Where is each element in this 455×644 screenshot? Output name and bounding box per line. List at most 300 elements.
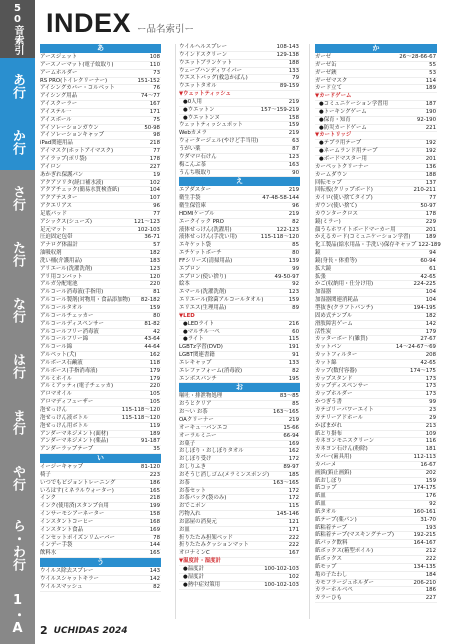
entry-page: 42-65 — [420, 273, 436, 280]
entry-page: 168 — [149, 518, 160, 525]
entry-name: ウェットティッシュポット — [179, 122, 243, 129]
entry-name: アイロン — [40, 163, 62, 170]
index-entry — [179, 566, 300, 574]
entry-page: 199 — [149, 503, 160, 510]
entry-name: インスタント食品 — [40, 526, 83, 533]
entry-page: 221 — [425, 124, 436, 131]
index-entry — [40, 321, 161, 329]
index-entry — [315, 485, 437, 493]
tab-2[interactable]: か行 — [0, 114, 35, 170]
index-entry — [40, 527, 161, 535]
index-entry — [40, 542, 161, 550]
entry-page: 133 — [288, 67, 299, 74]
index-entry — [315, 258, 437, 266]
index-entry — [179, 146, 300, 154]
index-entry — [40, 464, 161, 472]
entry-name: 紙粘着テープ — [315, 524, 348, 531]
entry-page: 81 — [153, 289, 160, 296]
entry-name: お部屋の消臭元 — [179, 518, 217, 525]
column-divider — [309, 44, 310, 619]
index-entry — [179, 376, 300, 384]
entry-page: 129-138 — [276, 51, 299, 58]
entry-page: 186 — [425, 587, 436, 594]
tab-7[interactable]: ま行 — [10, 409, 25, 435]
entry-page: 57 — [153, 242, 160, 249]
entry-page: 194-195 — [413, 305, 436, 311]
index-entry — [179, 527, 300, 535]
entry-page: 81-82 — [144, 320, 160, 327]
entry-name: エマール(洗濯洗剤) — [179, 289, 227, 296]
entry-name: かつぎう書 — [315, 399, 342, 406]
entry-page: 83〜85 — [279, 393, 299, 400]
index-entry — [40, 446, 161, 454]
entry-name: 紙ボックス(箱型ポイル) — [315, 548, 374, 555]
index-entry — [315, 140, 437, 148]
entry-page: 115-118〜120 — [260, 234, 299, 241]
entry-page: 201 — [425, 155, 436, 162]
entry-name: 泡せっけん液ボトル — [40, 414, 89, 421]
index-entry — [40, 519, 161, 527]
entry-name: ガーゼマスク — [315, 77, 348, 84]
entry-name: ウォータージェル(やけど手当用) — [179, 138, 259, 145]
entry-page: 167 — [288, 550, 299, 557]
index-entry — [179, 250, 300, 258]
entry-name: LGBTz学習(DVD) — [179, 344, 223, 351]
entry-page: 66-94 — [283, 432, 299, 439]
entry-name: 紙皿 — [315, 501, 326, 508]
entry-page: 179 — [149, 375, 160, 382]
entry-name: 回転モップ — [315, 179, 342, 186]
entry-page: 122-123 — [276, 226, 299, 233]
index-entry — [40, 488, 161, 496]
entry-name: アロマオイル — [40, 391, 73, 398]
entry-name: インデー手袋 — [40, 542, 73, 549]
entry-page: 82 — [292, 367, 299, 374]
entry-page: 29 — [429, 414, 436, 421]
entry-page: 104 — [425, 289, 436, 296]
index-entry — [315, 556, 437, 564]
index-entry — [179, 401, 300, 409]
entry-page: 173 — [425, 375, 436, 382]
entry-page: 104 — [149, 187, 160, 194]
index-entry — [179, 480, 300, 488]
entry-page: 160-161 — [413, 508, 436, 515]
entry-name: 活性炭 — [315, 328, 332, 335]
tab-6[interactable]: は行 — [10, 353, 25, 379]
entry-name: 鏡(ミラー) — [315, 218, 341, 225]
entry-page: 31-70 — [420, 516, 436, 523]
entry-name: ウエストバッグ(救急かばん) — [179, 75, 248, 82]
index-entry — [179, 195, 300, 203]
entry-page: 171 — [288, 526, 299, 533]
tab-5[interactable]: な行 — [10, 297, 25, 323]
entry-page: 229 — [425, 218, 436, 225]
entry-name: おそうじ消しゴム(メラミンスポンジ) — [179, 471, 270, 478]
entry-name: 滑肢障害ゲーム — [315, 320, 353, 327]
entry-page: 159 — [288, 297, 299, 304]
index-entry — [179, 258, 300, 266]
index-entry — [40, 250, 161, 258]
entry-page: 220 — [149, 281, 160, 288]
index-entry — [179, 274, 300, 282]
entry-name: おうとクリア — [179, 401, 212, 408]
index-entry — [40, 172, 161, 180]
entry-page: 159 — [149, 305, 160, 311]
entry-page: 104 — [425, 297, 436, 304]
index-entry — [40, 423, 161, 431]
entry-page: 158 — [288, 114, 299, 121]
entry-page: 85 — [292, 242, 299, 249]
entry-page: 99 — [429, 399, 436, 406]
entry-name: カーペットクリーナー — [315, 163, 369, 170]
entry-page: 100-102-103 — [264, 581, 299, 588]
index-entry — [40, 472, 161, 480]
entry-page: 134-135 — [413, 563, 436, 570]
entry-name: アルコールタオル — [40, 305, 83, 311]
entry-name: エリエス(生理用品) — [179, 305, 227, 311]
category-row — [179, 558, 300, 566]
entry-page: 219 — [288, 416, 299, 423]
entry-page: 50-97 — [420, 203, 436, 210]
index-entry — [40, 368, 161, 376]
entry-name: お〜い お茶 — [179, 409, 208, 416]
entry-name: アナログ体温計 — [40, 242, 78, 249]
entry-page: 35 — [153, 446, 160, 453]
section-header: あ — [40, 44, 161, 53]
index-entry — [40, 313, 161, 321]
entry-page: 63 — [292, 138, 299, 145]
index-entry — [40, 360, 161, 368]
entry-page: 143 — [149, 568, 160, 575]
entry-name: ●トーキングゲーム — [319, 108, 367, 115]
entry-name: 液体せっけん(手洗い用) — [179, 234, 238, 241]
index-entry — [40, 109, 161, 117]
entry-page: 121 — [288, 518, 299, 525]
entry-page: 121〜123 — [134, 218, 160, 225]
index-entry — [315, 101, 437, 109]
index-entry — [179, 138, 300, 146]
entry-name: アルコールチェッカー — [40, 312, 94, 319]
entry-page: 112-113 — [413, 454, 436, 461]
entry-page: 224-225 — [413, 281, 436, 288]
category-row — [179, 313, 300, 321]
entry-name: 汚物入れ — [179, 511, 201, 518]
entry-name: 鏡(身長・体重等) — [315, 257, 357, 264]
tab-8[interactable]: や行 — [10, 465, 25, 491]
entry-name: アイシング用品 — [40, 93, 78, 100]
entry-name: お茶セット — [179, 487, 206, 494]
entry-page: 145-146 — [276, 511, 299, 518]
entry-page: 122-189 — [418, 242, 441, 249]
entry-page: 182 — [425, 312, 436, 319]
entry-page: 96 — [292, 203, 299, 210]
entry-name: ●マルチル一ペ — [183, 328, 220, 335]
entry-page: 115-118〜120 — [121, 406, 160, 413]
index-entry — [40, 70, 161, 78]
entry-page: 142 — [425, 320, 436, 327]
entry-name: カテリーアドホール — [315, 414, 364, 421]
entry-page: 15-66 — [283, 424, 299, 431]
entry-page: 208 — [425, 352, 436, 359]
entry-name: カップスタンド — [315, 375, 353, 382]
entry-name: ウエットブランケット — [179, 59, 233, 66]
entry-name: 型抜き(クラフトパンチ) — [315, 305, 374, 311]
index-entry — [315, 548, 437, 556]
section-header: い — [40, 454, 161, 463]
entry-page: 36-71 — [144, 234, 160, 241]
index-entry — [315, 352, 437, 360]
entry-page: 159 — [425, 477, 436, 484]
entry-name: カラーホルベペ — [315, 587, 353, 594]
entry-page: 102 — [149, 179, 160, 186]
index-entry — [40, 480, 161, 488]
index-entry — [40, 576, 161, 584]
entry-page: 107 — [149, 195, 160, 202]
entry-name: 足底パッド — [40, 210, 67, 217]
index-entry — [179, 211, 300, 219]
index-entry — [315, 423, 437, 431]
entry-page: 169 — [288, 440, 299, 447]
index-entry — [40, 258, 161, 266]
entry-page: 80 — [292, 250, 299, 257]
entry-name: カッターボード(雑貨) — [315, 336, 368, 343]
entry-name: エプロン(使い捨り) — [179, 273, 227, 280]
entry-name: アルコールフリー消毒液 — [40, 328, 99, 335]
index-tab-bar — [0, 0, 35, 644]
index-entry — [315, 360, 437, 368]
index-entry — [315, 62, 437, 70]
entry-name: 油吸収剤 — [40, 250, 62, 257]
entry-name: アイマスク(ホットアイマスク) — [40, 148, 114, 155]
index-entry — [179, 44, 300, 52]
index-entry — [179, 574, 300, 582]
entry-name: エリエール(除菌アルコールタオル) — [179, 297, 264, 304]
entry-name: アンダーマネジメント(薬品) — [40, 438, 109, 445]
index-entry — [40, 203, 161, 211]
entry-page: 176 — [425, 493, 436, 500]
entry-name: 衛生保管庫 — [179, 203, 206, 210]
entry-name: お茶 — [179, 479, 190, 486]
entry-page: 78 — [153, 534, 160, 541]
index-entry — [40, 242, 161, 250]
index-entry — [315, 156, 437, 164]
index-entry — [179, 154, 300, 162]
entry-name: ウダマロ石けん — [179, 153, 217, 160]
entry-page: 75 — [153, 116, 160, 123]
entry-name: ガーゼ鋏 — [315, 69, 337, 76]
entry-name: 紙皿 — [315, 493, 326, 500]
entry-name: 鏡 — [315, 250, 321, 257]
index-entry — [315, 195, 437, 203]
entry-page: 188 — [425, 171, 436, 178]
entry-page: 119 — [149, 422, 160, 429]
index-entry — [40, 54, 161, 62]
index-entry — [179, 360, 300, 368]
index-entry — [40, 399, 161, 407]
entry-name: 加湿器 — [315, 289, 332, 296]
entry-page: 82 — [153, 583, 160, 590]
entry-page: 47-48-58-144 — [262, 195, 299, 202]
entry-page: 74〜77 — [140, 93, 160, 100]
entry-name: おでこポン — [179, 503, 206, 510]
index-entry — [179, 297, 300, 305]
entry-page: 120 — [149, 273, 160, 280]
index-entry — [40, 187, 161, 195]
tab-4[interactable]: た行 — [10, 241, 25, 267]
tab-10[interactable]: 1・A — [10, 592, 25, 636]
entry-page: 172 — [288, 456, 299, 463]
entry-page: 219 — [288, 98, 299, 105]
index-column-1 — [40, 44, 161, 592]
entry-page: 91 — [292, 352, 299, 359]
section-header: う — [40, 558, 161, 567]
index-entry — [179, 203, 300, 211]
tab-0[interactable]: 50音索引 — [0, 0, 35, 58]
entry-page: 123 — [288, 289, 299, 296]
entry-page: 195 — [288, 375, 299, 382]
entry-page: 102-103 — [137, 226, 160, 233]
index-entry — [40, 550, 161, 558]
entry-name: インサーモシアーネーター — [40, 511, 105, 518]
tab-1[interactable]: あ行 — [0, 58, 35, 114]
index-entry — [315, 454, 437, 462]
entry-page: 202 — [425, 469, 436, 476]
entry-page: 192 — [425, 140, 436, 147]
entry-page: 77 — [153, 210, 160, 217]
entry-page: 96 — [153, 203, 160, 210]
entry-name: お皿 — [179, 526, 190, 533]
entry-name: ウイルス除去スプレー — [40, 568, 94, 575]
entry-name: インセットポイズンリムーバー — [40, 534, 115, 541]
entry-name: アイソレーションキャップ — [40, 132, 104, 139]
entry-page: 92 — [292, 281, 299, 288]
entry-page: 55 — [429, 61, 436, 68]
index-column-2 — [179, 44, 300, 590]
entry-name: ●保育・知育 — [319, 116, 351, 123]
entry-page: 192 — [425, 148, 436, 155]
entry-name: かえるカード(コミュニケーション学習) — [315, 234, 411, 241]
index-entry — [315, 407, 437, 415]
entry-name: 顔うらホワイトボードマーカー用 — [315, 226, 396, 233]
index-entry — [179, 130, 300, 138]
entry-name: ▼カートリッジ — [315, 132, 352, 139]
entry-page: 151-152 — [137, 77, 160, 84]
entry-name: アンダーラップテープ — [40, 446, 94, 453]
entry-page: 105 — [149, 391, 160, 398]
entry-page: 189 — [149, 430, 160, 437]
entry-page: 43-64 — [144, 336, 160, 343]
entry-name: おしぼり・おしぼりタオル — [179, 448, 244, 455]
entry-page: 222 — [288, 542, 299, 549]
entry-page: 60-94 — [420, 257, 436, 264]
entry-name: 紙ボックス — [315, 556, 342, 562]
tab-9[interactable]: ら・わ行 — [10, 519, 25, 571]
entry-page: 114 — [425, 77, 436, 84]
entry-name: エークイック PRO — [179, 218, 224, 225]
entry-name: おしぼり受け — [179, 456, 212, 463]
entry-page: 99 — [292, 265, 299, 272]
index-entry — [315, 462, 437, 470]
entry-name: 泡せっけん — [40, 406, 67, 413]
index-entry — [315, 368, 437, 376]
entry-name: Webカメラ — [179, 130, 207, 137]
page-header — [46, 8, 194, 39]
index-entry — [179, 425, 300, 433]
entry-name: アースジェット — [40, 54, 78, 60]
index-entry — [315, 203, 437, 211]
entry-page: 139 — [288, 257, 299, 264]
entry-page: 212 — [425, 548, 436, 555]
entry-name: カバー(歯具用) — [315, 454, 352, 461]
entry-name: 絵本 — [179, 281, 190, 288]
entry-name: ●LEDライト — [183, 320, 215, 327]
entry-page: 210-211 — [413, 187, 436, 194]
entry-name: 圧迫固定包帯 — [40, 234, 73, 241]
entry-page: 50-98 — [144, 124, 160, 131]
index-entry — [40, 568, 161, 576]
index-entry — [179, 99, 300, 107]
entry-name: うんち吸取り — [179, 169, 212, 176]
entry-page: 115 — [288, 503, 299, 510]
entry-page: 89-97 — [283, 464, 299, 471]
entry-page: 60 — [292, 328, 299, 335]
entry-page: 162 — [149, 352, 160, 359]
entry-name: アイソレーションガウン — [40, 124, 99, 131]
entry-page: 81-120 — [140, 464, 160, 471]
entry-name: カップ(数付容器) — [315, 367, 357, 374]
index-entry — [179, 305, 300, 313]
entry-name: お茶パック(袋のみ) — [179, 495, 227, 502]
entry-page: 220 — [149, 383, 160, 390]
index-entry — [315, 148, 437, 156]
entry-page: 23 — [429, 406, 436, 413]
index-entry — [315, 517, 437, 525]
entry-name: かばまがれ — [315, 422, 342, 429]
entry-page: 123 — [288, 153, 299, 160]
index-entry — [315, 415, 437, 423]
index-entry — [315, 117, 437, 125]
entry-page: 163〜165 — [273, 409, 299, 416]
entry-name: エレファフォーム(消毒液) — [179, 367, 243, 374]
index-entry — [315, 219, 437, 227]
index-entry — [179, 464, 300, 472]
entry-name: アルガ分配電池 — [40, 281, 78, 288]
index-entry — [40, 101, 161, 109]
entry-name: 紙コップ — [315, 485, 337, 492]
entry-page: 102 — [288, 573, 299, 580]
entry-page: 118 — [149, 359, 160, 366]
entry-page: 174〜175 — [410, 367, 436, 374]
entry-page: 157〜159-219 — [260, 106, 299, 113]
index-entry — [40, 219, 161, 227]
entry-name: HDMIケーブル — [179, 210, 215, 217]
tab-3[interactable]: さ行 — [10, 185, 25, 211]
index-entry — [315, 391, 437, 399]
entry-name: 固め式テンプル — [315, 312, 353, 319]
entry-name: アロマディフューザー — [40, 399, 94, 406]
page-title: INDEX — [46, 8, 132, 38]
entry-page: 167 — [149, 101, 160, 108]
index-entry — [40, 148, 161, 156]
entry-page: 173 — [425, 383, 436, 390]
entry-page: 172 — [288, 495, 299, 502]
entry-name: アルコールディスペンサー — [40, 320, 104, 327]
index-entry — [40, 584, 161, 592]
entry-name: アイステル一 — [40, 108, 72, 115]
index-entry — [315, 289, 437, 297]
entry-name: ▼ウェットティッシュ — [179, 91, 231, 98]
entry-name: カイロ(使い捨てタイプ) — [315, 195, 373, 202]
